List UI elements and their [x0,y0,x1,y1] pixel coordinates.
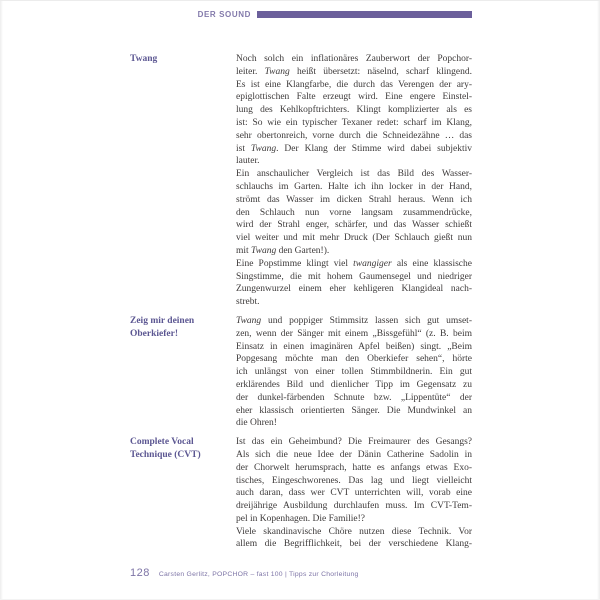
text-line: Singstimme, die mit hohem Gaumensegel und niedriger [236,271,472,282]
page-edge-left [0,1,3,599]
text-line: zen, wenn der Sänger mit einem „Bissgefühl“ (z. B. beim [236,328,472,339]
text-line: ist: So wie ein typischer Texaner redet: scharf im Klang, [236,117,472,128]
section-body [236,53,472,309]
text-line: Als sich die neue Idee der Dänin Catherine Sadolin in [236,449,472,460]
text-line: strömt das Wasser im dicken Strahl heraus. Wenn ich [236,194,472,205]
section [130,315,472,430]
text-line: der Chorwelt herumsprach, hatte es anfangs etwas Exo- [236,462,472,473]
section-body [236,436,472,551]
paragraph [236,53,472,168]
text-line: Twang und poppiger Stimmsitz lassen sich gut umset- [236,315,472,326]
paragraph [236,436,472,526]
text-line: den Schlauch nun vorne langsam zusammendrücke, [236,207,472,218]
section-heading: Twang [130,54,158,64]
section-heading: Complete Vocal Technique (CVT) [130,437,201,460]
paragraph [236,315,472,430]
text-line: der dunkel-färbenden Schnute bzw. „Lippentüte“ der [236,392,472,403]
text-line: viel weiter und mit mehr Druck (Der Schlauch gießt nun [236,233,472,244]
text-line: strebt. [236,297,260,308]
text-line: eher klassisch orientierten Sänger. Die Mundwinkel an [236,405,472,416]
text-line: erklärendes Bild und dienlicher Tipp im Gegensatz zu [236,379,472,390]
text-line: Eine Popstimme klingt viel twangiger als eine klassische [236,258,472,269]
text-line: ich unlängst von einer tollen Stimmbildnerin. Ein gut [236,367,472,378]
page-footer [130,567,472,579]
text-line: wird der Strahl enger, schärfer, und das Wasser schießt [236,220,472,231]
paragraph [236,526,472,552]
section-heading-column [130,315,236,430]
text-line: Es ist eine Klangfarbe, die durch das Verengen der ary- [236,79,472,90]
text-line: dreijährige Ausbildung durchlaufen muss. Im CVT-Tem- [236,501,472,512]
text-line: Einsatz in einen imaginären Apfel beißen) singt. „Beim [236,341,472,352]
text-line: Zungenwurzel einem eher kehligeren Klangideal nach- [236,284,472,295]
text-line: lauter. [236,156,260,167]
text-line: mit Twang den Garten!). [236,245,330,256]
section [130,53,472,309]
paragraph [236,168,472,258]
chapter-title: DER SOUND [197,9,251,19]
text-line: lung des Kehlkopftrichters. Klingt komplizierter als es [236,105,472,116]
paragraph [236,258,472,309]
section [130,436,472,551]
text-line: auch daran, dass wer CVT unterrichten will, vorab eine [236,488,472,499]
text-line: epiglottischen Falte erzeugt wird. Eine engere Einstel- [236,92,472,103]
text-line: Viele skandinavische Chöre nutzen diese Technik. Vor [236,526,472,537]
text-line: tisches, Eingeschworenes. Das lag und liegt vielleicht [236,475,472,486]
section-heading-column [130,53,236,309]
text-line: die Ohren! [236,418,277,429]
text-line: Noch solch ein inflationäres Zauberwort der Popchor- [236,54,472,64]
text-line: ist Twang. Der Klang der Stimme wird dabei subjektiv [236,143,472,154]
book-title: Carsten Gerlitz, POPCHOR – fast 100 | Tipps zur Chorleitung [158,571,359,578]
text-line: schlauchs im Garten. Halte ich ihn locker in der Hand, [236,181,472,192]
page-number: 128 [130,567,150,579]
text-line: Ist das ein Geheimbund? Die Freimaurer des Gesangs? [236,437,472,448]
section-body [236,315,472,430]
text-line: leiter. Twang heißt übersetzt: näselnd, scharf klingend. [236,66,472,77]
page-content [130,53,472,551]
section-heading-column [130,436,236,551]
header-rule-bar [257,11,472,18]
text-line: sehr obertonreich, vorne durch die Schneidezähne … das [236,130,472,141]
text-line: allem die Begrifflichkeit, bei der verschiedene Klang- [236,539,472,550]
text-line: Ein anschaulicher Vergleich ist das Bild des Wasser- [236,169,472,180]
text-line: pel in Kopenhagen. Die Familie!? [236,513,366,524]
page-header [130,7,472,21]
text-line: Popgesang möchte man den Oberkiefer sehen“, hörte [236,354,472,365]
section-heading: Zeig mir deinen Oberkiefer! [130,315,195,339]
